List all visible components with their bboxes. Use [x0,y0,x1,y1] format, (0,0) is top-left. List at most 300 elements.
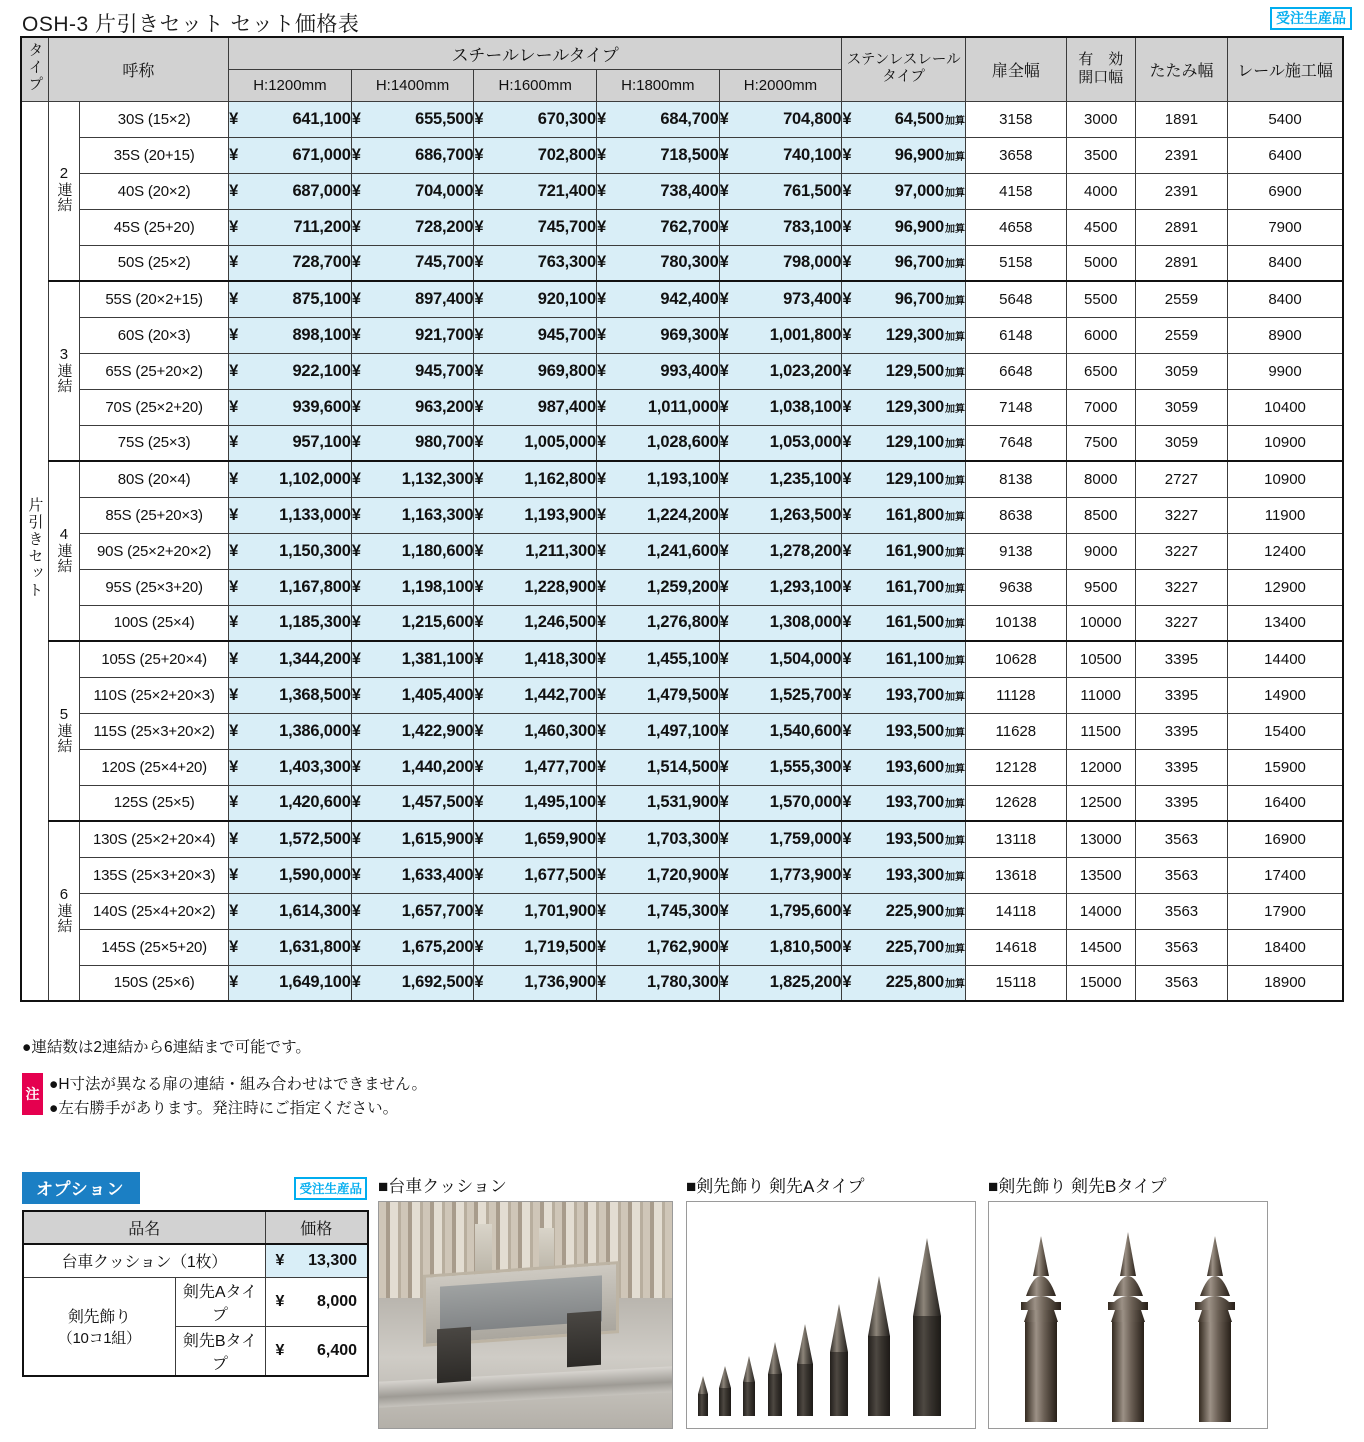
table-row [21,857,1343,893]
yen-symbol: ¥ [229,973,239,992]
door-width-cell: 8638 [966,497,1067,533]
rail-install-width-cell: 15400 [1228,713,1343,749]
yen-symbol: ¥ [229,325,239,344]
fold-width-cell: 3395 [1135,677,1227,713]
sus-suffix: 加算 [945,547,966,559]
yen-symbol: ¥ [229,361,239,380]
price-cell [351,569,474,605]
model-name-cell: 70S (25×2+20) [80,389,229,425]
price-value: 1,005,000 [524,433,596,452]
table-row [21,209,1343,245]
opening-width-cell: 3000 [1066,101,1135,137]
yen-symbol: ¥ [842,325,852,344]
price-cell [719,713,842,749]
rail-install-width-cell: 14400 [1228,641,1343,677]
yen-symbol: ¥ [719,973,729,992]
price-value: 655,500 [415,109,474,128]
yen-symbol: ¥ [474,217,484,236]
rail-install-width-cell: 9900 [1228,353,1343,389]
price-value: 1,133,000 [279,505,351,524]
header-opening-width-line2: 開口幅 [1078,69,1124,87]
sus-price-value: 193,500 [885,829,945,848]
sus-suffix: 加算 [945,835,966,847]
sus-rail-price-cell [842,281,966,317]
sus-suffix: 加算 [945,655,966,667]
yen-symbol: ¥ [719,577,729,596]
price-cell [229,821,352,857]
price-value: 1,403,300 [279,757,351,776]
yen-symbol: ¥ [719,721,729,740]
fold-width-cell: 2391 [1135,173,1227,209]
yen-symbol: ¥ [719,757,729,776]
door-width-cell: 12128 [966,749,1067,785]
price-cell [596,245,719,281]
sus-price-value: 225,800 [885,973,945,992]
yen-symbol: ¥ [474,541,484,560]
sus-rail-price-cell [842,497,966,533]
yen-symbol: ¥ [474,145,484,164]
opening-width-cell: 7500 [1066,425,1135,461]
yen-symbol: ¥ [842,865,852,884]
photo-caption-cushion: ■台車クッション [378,1177,507,1196]
sus-price-value: 129,300 [885,325,945,344]
opening-width-cell: 7000 [1066,389,1135,425]
price-value: 1,235,100 [769,469,842,488]
price-value: 1,773,900 [769,865,842,884]
header-steel-rail-group: スチールレールタイプ [229,37,842,69]
price-cell [351,533,474,569]
table-row [21,713,1343,749]
opening-width-cell: 10000 [1066,605,1135,641]
table-row [21,389,1343,425]
price-value: 738,400 [660,181,719,200]
price-cell [596,857,719,893]
price-cell [474,893,597,929]
sus-price-value: 129,500 [885,361,945,380]
price-cell [229,569,352,605]
table-row [21,497,1343,533]
price-cell [351,605,474,641]
price-value: 920,100 [537,289,596,308]
sus-suffix: 加算 [945,907,966,919]
price-cell [596,317,719,353]
sus-suffix: 加算 [945,475,966,487]
price-value: 1,590,000 [279,865,351,884]
price-cell [474,821,597,857]
sus-rail-price-cell [842,173,966,209]
price-cell [229,137,352,173]
door-width-cell: 9138 [966,533,1067,569]
yen-symbol: ¥ [229,469,239,488]
rail-install-width-cell: 6400 [1228,137,1343,173]
yen-symbol: ¥ [351,361,361,380]
yen-symbol: ¥ [351,685,361,704]
price-cell [719,749,842,785]
door-width-cell: 3658 [966,137,1067,173]
price-value: 1,692,500 [401,973,474,992]
fold-width-cell: 2559 [1135,281,1227,317]
price-cell [229,317,352,353]
price-cell [596,785,719,821]
price-cell [596,749,719,785]
model-name-cell: 105S (25+20×4) [80,641,229,677]
price-value: 1,211,300 [525,541,596,560]
model-name-cell: 85S (25+20×3) [80,497,229,533]
model-name-cell: 35S (20+15) [80,137,229,173]
caution-mark: 注 [22,1073,43,1115]
opening-width-cell: 6000 [1066,317,1135,353]
price-value: 1,185,300 [279,613,351,632]
price-cell [474,929,597,965]
price-cell [474,281,597,317]
yen-symbol: ¥ [596,325,607,344]
rail-install-width-cell: 12900 [1228,569,1343,605]
model-name-cell: 140S (25×4+20×2) [80,893,229,929]
yen-symbol: ¥ [842,181,852,200]
price-value: 798,000 [783,253,842,272]
yen-symbol: ¥ [229,685,239,704]
sus-suffix: 加算 [945,439,966,451]
photo-spear-b [988,1201,1268,1429]
yen-symbol: ¥ [229,541,239,560]
price-cell [719,929,842,965]
price-cell [719,245,842,281]
rail-install-width-cell: 16900 [1228,821,1343,857]
header-height-2000: H:2000mm [719,69,842,101]
rail-install-width-cell: 14900 [1228,677,1343,713]
rail-install-width-cell: 8400 [1228,281,1343,317]
sus-suffix: 加算 [945,763,966,775]
table-row [21,785,1343,821]
sus-rail-price-cell [842,965,966,1001]
header-rail-width: レール施工幅 [1228,37,1343,101]
door-width-cell: 14618 [966,929,1067,965]
yen-symbol: ¥ [351,145,361,164]
price-cell [719,965,842,1001]
connection-count-label: 2連結 [55,165,73,213]
yen-symbol: ¥ [719,937,729,956]
header-row-top [21,37,1343,69]
price-value: 1,525,700 [769,685,842,704]
price-value: 1,163,300 [401,505,474,524]
price-value: 745,700 [415,253,474,272]
door-width-cell: 8138 [966,461,1067,497]
price-cell [351,461,474,497]
price-value: 670,300 [537,109,596,128]
price-cell [351,641,474,677]
rail-install-width-cell: 17900 [1228,893,1343,929]
header-opening-width-line1: 有 効 [1078,51,1124,69]
price-cell [596,569,719,605]
sus-suffix: 加算 [945,943,966,955]
yen-symbol: ¥ [351,649,361,668]
price-value: 1,241,600 [647,541,719,560]
photo-panel-spear-a [686,1172,976,1429]
fold-width-cell: 3563 [1135,857,1227,893]
yen-symbol: ¥ [842,613,852,632]
sus-rail-price-cell [842,461,966,497]
price-value: 1,759,000 [769,829,842,848]
header-sus-rail-line1: ステンレスレール [846,51,961,68]
option-name-spear-line1: 剣先飾り [67,1309,131,1326]
table-body [21,101,1343,1001]
price-cell [596,893,719,929]
photo-caption-spear-b: ■剣先飾り 剣先Bタイプ [988,1177,1167,1196]
price-value: 783,100 [783,217,842,236]
price-value: 1,228,900 [524,577,596,596]
price-cell [229,209,352,245]
price-cell [596,173,719,209]
sus-rail-price-cell [842,569,966,605]
yen-symbol: ¥ [351,829,361,848]
rail-install-width-cell: 11900 [1228,497,1343,533]
connection-count-label: 6連結 [55,885,73,933]
price-cell [474,605,597,641]
yen-symbol: ¥ [596,577,607,596]
yen-symbol: ¥ [351,973,361,992]
price-cell [719,605,842,641]
price-cell [229,965,352,1001]
yen-symbol: ¥ [842,721,852,740]
price-value: 973,400 [783,289,842,308]
price-value: 1,495,100 [524,793,596,812]
yen-symbol: ¥ [719,505,729,524]
header-opening-width [1066,37,1135,101]
rail-install-width-cell: 5400 [1228,101,1343,137]
sus-price-value: 193,700 [885,793,945,812]
header-height-1800: H:1800mm [596,69,719,101]
header-sus-rail-line2: タイプ [882,69,926,86]
yen-symbol: ¥ [596,973,607,992]
model-name-cell: 90S (25×2+20×2) [80,533,229,569]
yen-symbol: ¥ [596,937,607,956]
rail-install-width-cell: 18400 [1228,929,1343,965]
opening-width-cell: 8500 [1066,497,1135,533]
yen-symbol: ¥ [842,469,852,488]
yen-symbol: ¥ [229,937,239,956]
option-header-row-cells [23,1211,368,1244]
yen-symbol: ¥ [474,253,484,272]
price-value: 1,455,100 [647,649,719,668]
option-row-cushion [23,1244,368,1277]
spear-b-row-graphic [989,1202,1267,1428]
sus-rail-price-cell [842,389,966,425]
yen-symbol: ¥ [719,685,729,704]
fold-width-cell: 2891 [1135,245,1227,281]
price-value: 763,300 [537,253,596,272]
sus-suffix: 加算 [945,511,966,523]
price-value: 1,825,200 [769,973,842,992]
header-fold-width: たたみ幅 [1135,37,1227,101]
rail-install-width-cell: 12400 [1228,533,1343,569]
option-title: オプション [22,1172,140,1204]
price-value: 969,800 [537,361,596,380]
yen-symbol: ¥ [596,865,607,884]
rail-install-width-cell: 16400 [1228,785,1343,821]
opening-width-cell: 11500 [1066,713,1135,749]
rail-install-width-cell: 8400 [1228,245,1343,281]
connection-count-cell [48,461,79,641]
price-cell [719,425,842,461]
price-value: 980,700 [415,433,474,452]
yen-symbol: ¥ [474,505,484,524]
model-name-cell: 120S (25×4+20) [80,749,229,785]
fold-width-cell: 3563 [1135,929,1227,965]
table-row [21,641,1343,677]
sus-suffix: 加算 [945,223,966,235]
sus-suffix: 加算 [945,727,966,739]
header-type: タイプ [21,37,48,101]
yen-symbol: ¥ [842,433,852,452]
price-cell [596,425,719,461]
price-cell [719,353,842,389]
price-value: 1,555,300 [769,757,842,776]
yen-symbol: ¥ [596,397,607,416]
yen-symbol: ¥ [351,289,361,308]
type-label-cell [21,101,48,1001]
yen-symbol: ¥ [474,901,484,920]
photo-panel-spear-b [988,1172,1268,1429]
sus-price-value: 193,600 [885,757,945,776]
model-name-cell: 110S (25×2+20×3) [80,677,229,713]
price-value: 1,198,100 [401,577,474,596]
yen-symbol: ¥ [842,973,852,992]
sus-price-value: 161,900 [885,541,945,560]
yen-symbol: ¥ [842,541,852,560]
price-cell [351,389,474,425]
price-value: 1,308,000 [769,613,842,632]
price-cell [351,857,474,893]
door-width-cell: 4658 [966,209,1067,245]
yen-symbol: ¥ [596,217,607,236]
yen-symbol: ¥ [596,361,607,380]
header-height-1200: H:1200mm [229,69,352,101]
door-width-cell: 10628 [966,641,1067,677]
yen-symbol: ¥ [229,577,239,596]
yen-symbol: ¥ [719,361,729,380]
price-cell [229,497,352,533]
price-cell [719,461,842,497]
price-cell [474,209,597,245]
opening-width-cell: 10500 [1066,641,1135,677]
yen-symbol: ¥ [596,145,607,164]
yen-symbol: ¥ [229,181,239,200]
price-cell [474,533,597,569]
table-row [21,677,1343,713]
sus-suffix: 加算 [945,187,966,199]
fold-width-cell: 3059 [1135,353,1227,389]
price-value: 1,675,200 [401,937,474,956]
price-cell [719,569,842,605]
price-cell [351,317,474,353]
model-name-cell: 60S (20×3) [80,317,229,353]
option-table-header [23,1211,368,1244]
price-cell [596,389,719,425]
price-cell [596,821,719,857]
price-cell [229,893,352,929]
yen-symbol: ¥ [596,829,607,848]
fold-width-cell: 3227 [1135,605,1227,641]
sus-price-value: 96,900 [894,217,945,236]
sus-rail-price-cell [842,353,966,389]
price-cell [351,101,474,137]
price-cell [596,497,719,533]
door-width-cell: 6148 [966,317,1067,353]
price-value: 1,278,200 [769,541,842,560]
yen-symbol: ¥ [842,937,852,956]
price-value: 1,659,900 [524,829,596,848]
table-row [21,281,1343,317]
yen-symbol: ¥ [229,145,239,164]
price-value: 1,028,600 [647,433,719,452]
price-value: 1,293,100 [769,577,842,596]
price-cell [596,281,719,317]
yen-symbol: ¥ [229,433,239,452]
option-row-spear-a [23,1277,368,1326]
price-cell [351,281,474,317]
yen-symbol: ¥ [351,937,361,956]
yen-symbol: ¥ [474,721,484,740]
yen-symbol: ¥ [596,541,607,560]
rail-install-width-cell: 13400 [1228,605,1343,641]
price-cell [719,533,842,569]
table-row [21,893,1343,929]
sus-suffix: 加算 [945,583,966,595]
opening-width-cell: 15000 [1066,965,1135,1001]
yen-symbol: ¥ [351,109,361,128]
model-name-cell: 150S (25×6) [80,965,229,1001]
sus-price-value: 129,300 [885,397,945,416]
yen-symbol: ¥ [842,397,852,416]
price-cell [719,209,842,245]
sus-price-value: 96,700 [894,289,945,308]
price-cell [596,137,719,173]
yen-symbol: ¥ [596,469,607,488]
door-width-cell: 14118 [966,893,1067,929]
opening-width-cell: 12500 [1066,785,1135,821]
price-table-container [20,36,1344,1002]
sus-rail-price-cell [842,245,966,281]
price-cell [596,533,719,569]
table-row [21,137,1343,173]
price-value: 1,615,900 [401,829,474,848]
price-cell [474,461,597,497]
price-cell [719,677,842,713]
yen-symbol: ¥ [719,541,729,560]
yen-symbol: ¥ [474,829,484,848]
price-value: 1,497,100 [647,721,719,740]
door-width-cell: 5648 [966,281,1067,317]
price-cell [351,677,474,713]
rail-install-width-cell: 7900 [1228,209,1343,245]
opening-width-cell: 6500 [1066,353,1135,389]
bracket-left-graphic [437,1327,471,1383]
header-name: 呼称 [48,37,228,101]
price-value: 1,736,900 [524,973,596,992]
yen-symbol: ¥ [474,325,484,344]
price-cell [474,677,597,713]
price-value: 898,100 [292,325,351,344]
model-name-cell: 80S (20×4) [80,461,229,497]
yen-symbol: ¥ [229,613,239,632]
fold-width-cell: 3395 [1135,749,1227,785]
price-cell [719,389,842,425]
sus-rail-price-cell [842,785,966,821]
price-value: 671,000 [292,145,351,164]
yen-symbol: ¥ [842,649,852,668]
price-value: 1,657,700 [401,901,474,920]
opening-width-cell: 11000 [1066,677,1135,713]
